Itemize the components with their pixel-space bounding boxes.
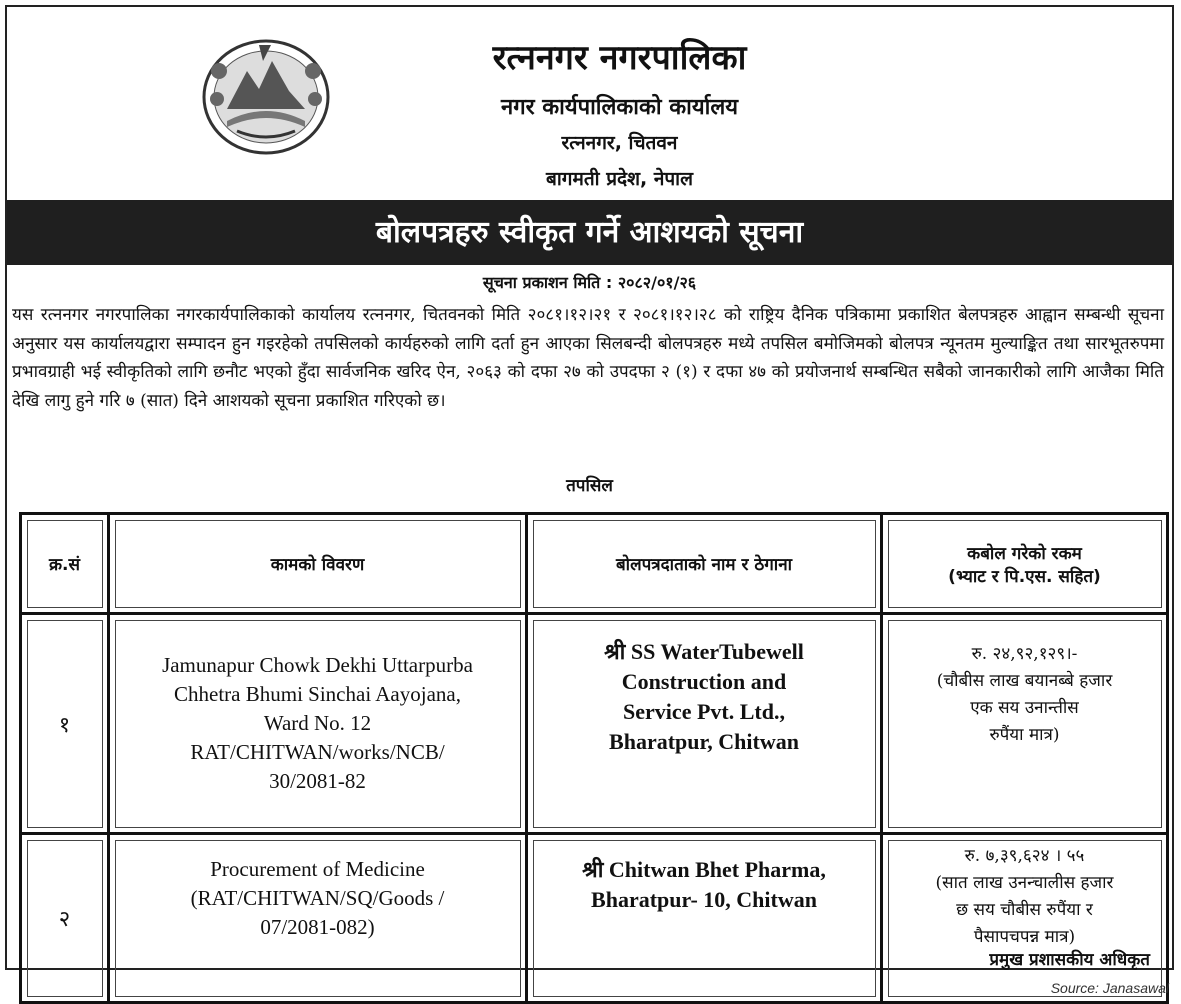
header — [7, 7, 1172, 200]
row-sn: १ — [21, 614, 109, 834]
bidder-line: श्री Chitwan Bhet Pharma, — [582, 857, 826, 882]
work-line: (RAT/CHITWAN/SQ/Goods / — [190, 886, 445, 910]
municipality-name: रत्ननगर नगरपालिका — [492, 38, 747, 78]
amount-line: रुपैंया मात्र) — [989, 725, 1060, 745]
bidder-line: Bharatpur, Chitwan — [609, 729, 799, 754]
province-name: बागमती प्रदेश, नेपाल — [546, 168, 693, 190]
office-name: नगर कार्यपालिकाको कार्यालय — [501, 95, 738, 120]
table-row — [21, 834, 1168, 1003]
row-amount — [882, 614, 1168, 834]
header-amount-line1: कबोल गरेको रकम — [967, 543, 1082, 564]
amount-line: (सात लाख उनन्चालीस हजार — [935, 873, 1114, 893]
work-line: Chhetra Bhumi Sinchai Aayojana, — [174, 682, 461, 706]
notice-title: बोलपत्रहरु स्वीकृत गर्ने आशयको सूचना — [7, 200, 1172, 265]
amount-line: छ सय चौबीस रुपैंया र — [956, 900, 1093, 920]
header-amount-line2: (भ्याट र पि.एस. सहित) — [948, 566, 1101, 587]
amount-line: पैसापचपन्न मात्र) — [973, 927, 1076, 947]
notice-body: यस रत्ननगर नगरपालिका नगरकार्यपालिकाको कार्यालय रत्ननगर, चितवनको मिति २०८१।१२।२१ र २०८१।१२।२८ को राष्ट्रिय दैनिक पत्रिकामा प्रकाशित बेलपत्रहरु आह्वान सम्बन्धी सूचना अनुसार यस कार्यालयद्वारा सम्पादन हुन गइरहेको तपसिलको कार्यहरुको लागि दर्ता हुन आएका सिलबन्दी बोलपत्रहरु मध्ये तपसिल बमोजिमको बोलपत्र न्यूनतम मुल्याङ्कित तथा सारभूतरुपमा प्रभावग्राही भई स्वीकृतिको लागि छनौट भएको हुँदा सार्वजनिक खरिद ऐन, २०६३ को दफा २७ को उपदफा २ (१) र दफा ४७ को प्रयोजनार्थ सम्बन्धित सबैको जानकारीको लागि आजैका मिति देखि लागु हुने गरि ७ (सात) दिने आशयको सूचना प्रकाशित गरिएको छ। — [12, 305, 1164, 411]
header-bidder: बोलपत्रदाताको नाम र ठेगाना — [527, 514, 882, 614]
work-line: Procurement of Medicine — [210, 857, 425, 881]
work-line: RAT/CHITWAN/works/NCB/ — [190, 740, 445, 764]
bidder-line: Construction and — [621, 669, 787, 694]
table-row — [21, 614, 1168, 834]
bidder-line: Service Pvt. Ltd., — [623, 699, 785, 724]
row-work — [109, 834, 527, 1003]
amount-line: (चौबीस लाख बयानब्बे हजार — [936, 671, 1113, 691]
signature-title: प्रमुख प्रशासकीय अधिकृत — [989, 950, 1150, 970]
header-sn: क्र.सं — [21, 514, 109, 614]
amount-line: रु. ७,३९,६२४ । ५५ — [964, 846, 1085, 866]
table-header-row — [21, 514, 1168, 614]
bidder-line: Bharatpur- 10, Chitwan — [591, 887, 817, 912]
notice-frame — [5, 5, 1174, 970]
work-line: 30/2081-82 — [269, 769, 366, 793]
bids-table — [19, 512, 1169, 1004]
work-line: 07/2081-082) — [260, 915, 375, 939]
city-name: रत्ननगर, चितवन — [561, 132, 678, 154]
row-bidder — [527, 834, 882, 1003]
work-line: Ward No. 12 — [263, 711, 372, 735]
source-credit: Source: Janasawal — [1050, 980, 1169, 996]
header-work: कामको विवरण — [109, 514, 527, 614]
publish-date: सूचना प्रकाशन मिति : २०८२/०१/२६ — [482, 273, 697, 292]
amount-line: रु. २४,९२,१२९।- — [971, 644, 1078, 664]
schedule-label: तपसिल — [566, 476, 613, 496]
work-line: Jamunapur Chowk Dekhi Uttarpurba — [162, 653, 473, 677]
row-bidder — [527, 614, 882, 834]
amount-line: एक सय उनान्तीस — [970, 698, 1079, 718]
header-amount — [882, 514, 1168, 614]
row-sn: २ — [21, 834, 109, 1003]
row-amount — [882, 834, 1168, 1003]
bidder-line: श्री SS WaterTubewell — [604, 639, 804, 664]
row-work — [109, 614, 527, 834]
